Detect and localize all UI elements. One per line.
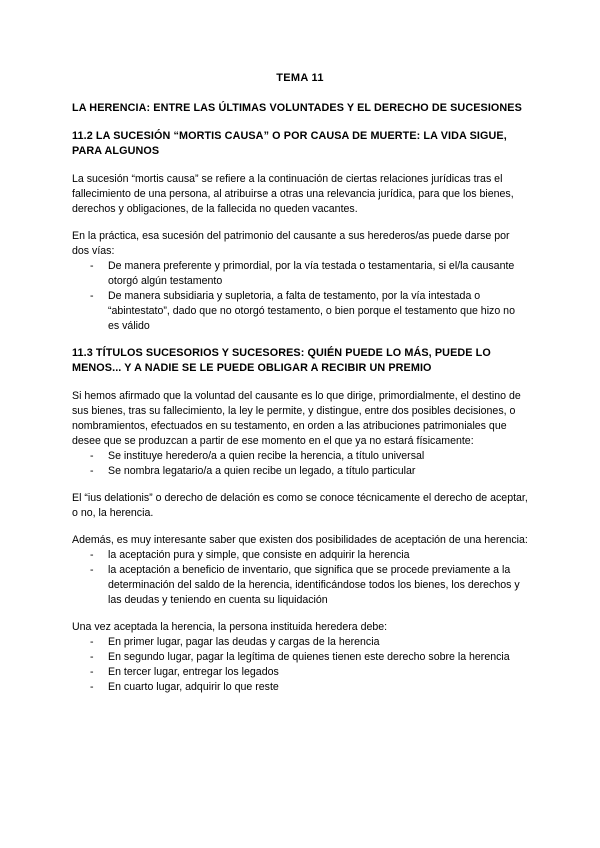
section-11-3-list-1	[72, 449, 528, 479]
section-11-3-paragraph-1: Si hemos afirmado que la voluntad del causante es lo que dirige, primordialmente, el destino de sus bienes, tras su fallecimiento, la ley le permite, y distingue, entre dos posibles decisiones, o nombramientos, efectuados en su testamento, en orden a las atribuciones patrimoniales que desee que se produzcan a partir de ese momento en el que ya no estará físicamente:	[72, 389, 521, 447]
list-item: - En tercer lugar, entregar los legados	[72, 665, 528, 680]
document-body	[72, 101, 528, 707]
list-item: - De manera preferente y primordial, por la vía testada o testamentaria, si el/la causante otorgó algún testamento	[72, 259, 528, 289]
list-item: - la aceptación a beneficio de inventario, que significa que se procede previamente a la determinación del saldo de la herencia, identificándose todos los bienes, los derechos y las deudas y teniendo en cuenta su liquidación	[72, 563, 528, 608]
list-item: - En segundo lugar, pagar la legítima de quienes tienen este derecho sobre la herencia	[72, 650, 528, 665]
section-11-3-heading: 11.3 TÍTULOS SUCESORIOS Y SUCESORES: QUIÉN PUEDE LO MÁS, PUEDE LO MENOS... Y A NADIE SE LE PUEDE OBLIGAR A RECIBIR UN PREMIO	[72, 346, 491, 374]
section-11-2-heading: 11.2 LA SUCESIÓN “MORTIS CAUSA” O POR CAUSA DE MUERTE: LA VIDA SIGUE, PARA ALGUNOS	[72, 129, 507, 157]
list-item: - Se nombra legatario/a a quien recibe un legado, a título particular	[72, 464, 528, 479]
document-title: TEMA 11	[276, 72, 324, 84]
section-11-3-paragraph-2: El “ius delationis” o derecho de delación es como se conoce técnicamente el derecho de aceptar, o no, la herencia.	[72, 491, 528, 519]
section-11-3-paragraph-3: Además, es muy interesante saber que existen dos posibilidades de aceptación de una herencia:	[72, 533, 528, 546]
section-11-2-paragraph-1: La sucesión “mortis causa” se refiere a la continuación de ciertas relaciones jurídicas tras el fallecimiento de una persona, al atribuirse a otras una relevancia jurídica, para que los bienes, derechos y obligaciones, de la fallecida no queden vacantes.	[72, 172, 514, 215]
section-11-3-paragraph-4: Una vez aceptada la herencia, la persona instituida heredera debe:	[72, 620, 388, 633]
section-11-3-list-2	[72, 548, 528, 608]
list-item: - En primer lugar, pagar las deudas y cargas de la herencia	[72, 635, 528, 650]
list-item: - Se instituye heredero/a a quien recibe la herencia, a título universal	[72, 449, 528, 464]
section-11-2-list	[72, 259, 528, 334]
section-11-2-paragraph-2: En la práctica, esa sucesión del patrimonio del causante a sus herederos/as puede darse por dos vías:	[72, 229, 510, 257]
list-item: - En cuarto lugar, adquirir lo que reste	[72, 680, 528, 695]
list-item: - De manera subsidiaria y supletoria, a falta de testamento, por la vía intestada o “abintestato”, dado que no otorgó testamento, o bien porque el testamento que hizo no es válido	[72, 289, 528, 334]
list-item: - la aceptación pura y simple, que consiste en adquirir la herencia	[72, 548, 528, 563]
main-heading: LA HERENCIA: ENTRE LAS ÚLTIMAS VOLUNTADES Y EL DERECHO DE SUCESIONES	[72, 102, 522, 114]
section-11-3-list-3	[72, 635, 528, 695]
